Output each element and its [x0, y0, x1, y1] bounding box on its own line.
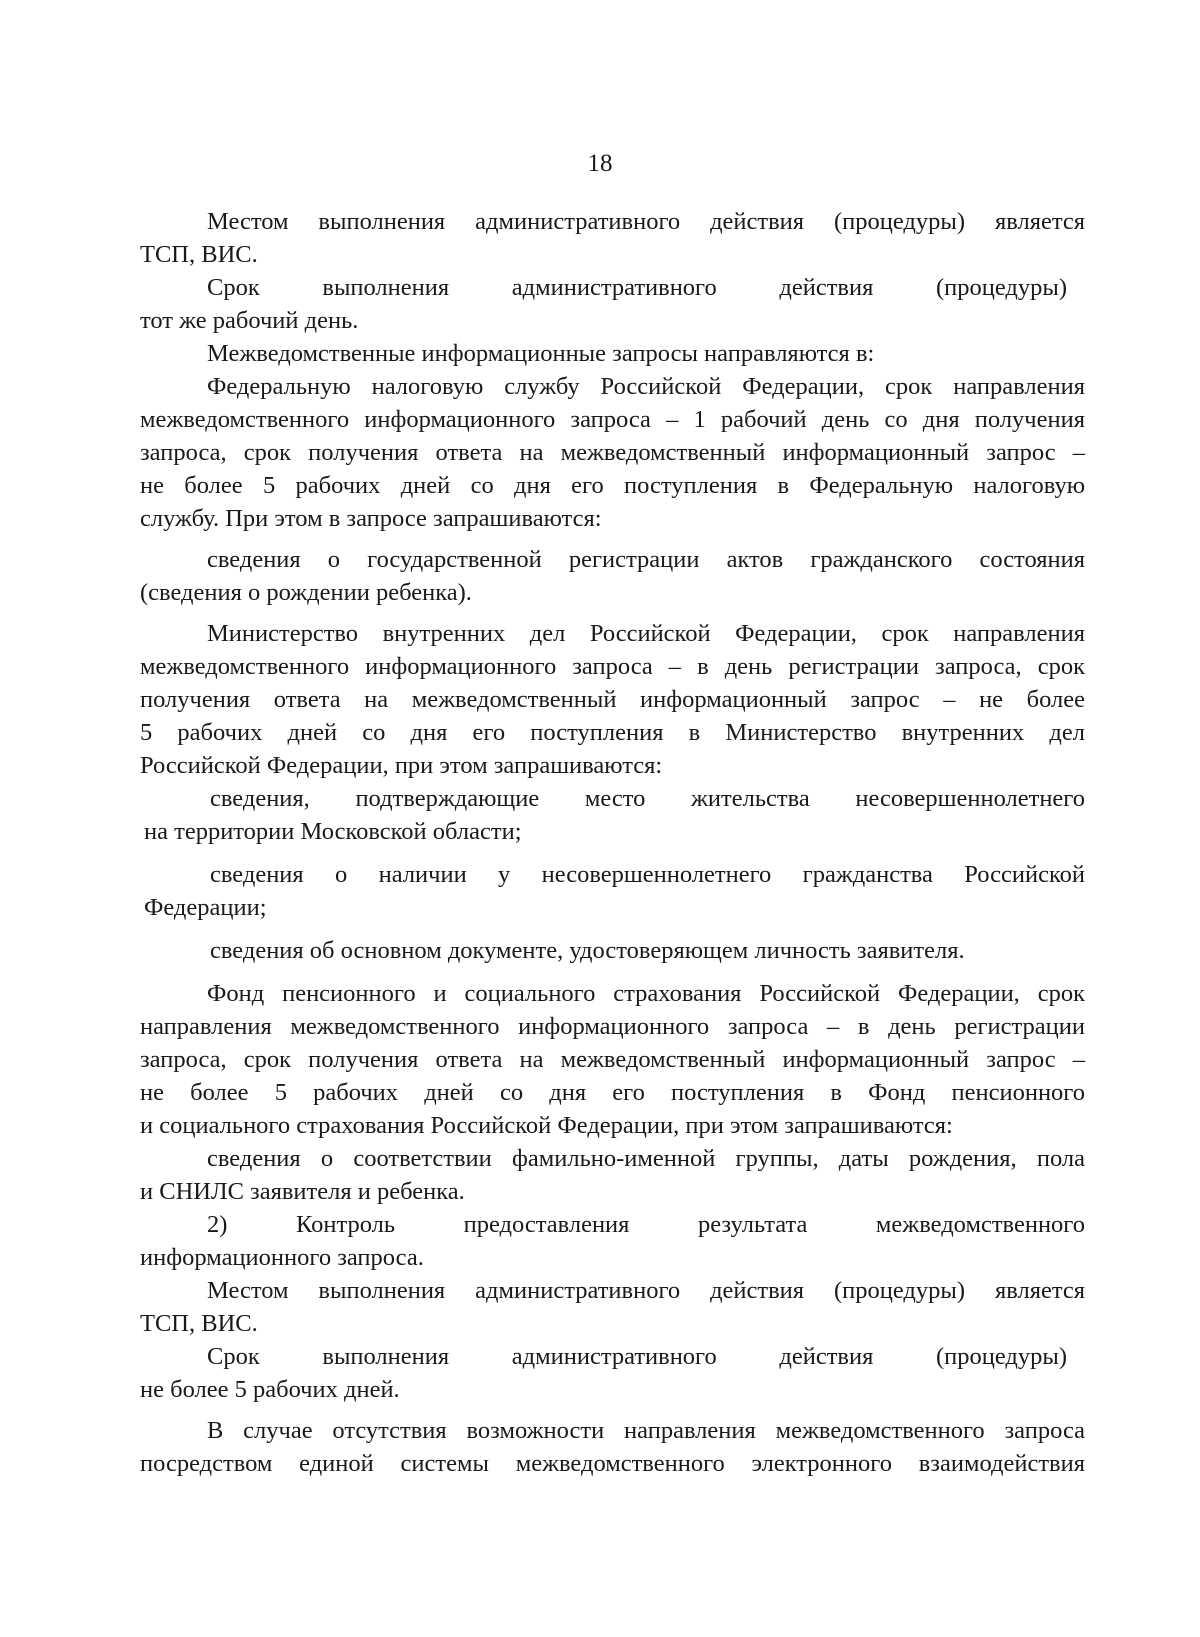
text-line: Министерство внутренних дел Российской Федерации, срок направления [207, 620, 1085, 647]
text-line: Срок выполнения административного действия (процедуры) [207, 1343, 1067, 1370]
text-line: (сведения о рождении ребенка). [140, 579, 472, 606]
text-line: службу. При этом в запросе запрашиваются: [140, 505, 602, 532]
text-line: сведения о государственной регистрации актов гражданского состояния [207, 546, 1085, 573]
text-line: посредством единой системы межведомственного электронного взаимодействия [140, 1450, 1085, 1477]
text-line: сведения о соответствии фамильно-именной группы, даты рождения, пола [207, 1145, 1085, 1172]
text-line: межведомственного информационного запроса – в день регистрации запроса, срок [140, 653, 1085, 680]
text-line: 5 рабочих дней со дня его поступления в Министерство внутренних дел [140, 719, 1085, 746]
text-line: получения ответа на межведомственный информационный запрос – не более [140, 686, 1085, 713]
text-line: ТСП, ВИС. [140, 241, 258, 268]
text-line: Фонд пенсионного и социального страхования Российской Федерации, срок [207, 980, 1085, 1007]
text-line: Срок выполнения административного действия (процедуры) [207, 274, 1067, 301]
text-line: Местом выполнения административного действия (процедуры) является [207, 1277, 1085, 1304]
text-line: Межведомственные информационные запросы направляются в: [207, 340, 875, 367]
text-line: сведения о наличии у несовершеннолетнего гражданства Российской [210, 861, 1085, 888]
document-body [140, 205, 1085, 1480]
text-line: не более 5 рабочих дней. [140, 1376, 400, 1403]
page-number: 18 [587, 150, 613, 177]
text-line: не более 5 рабочих дней со дня его поступления в Фонд пенсионного [140, 1079, 1085, 1106]
text-line: информационного запроса. [140, 1244, 424, 1271]
text-line: запроса, срок получения ответа на межведомственный информационный запрос – [140, 439, 1085, 466]
text-line: и СНИЛС заявителя и ребенка. [140, 1178, 465, 1205]
text-line: сведения об основном документе, удостоверяющем личность заявителя. [210, 937, 965, 964]
text-line: Федерации; [144, 894, 267, 921]
text-line: направления межведомственного информационного запроса – в день регистрации [140, 1013, 1085, 1040]
text-line: 2) Контроль предоставления результата межведомственного [207, 1211, 1085, 1238]
text-line: В случае отсутствия возможности направления межведомственного запроса [207, 1417, 1085, 1444]
text-line: Российской Федерации, при этом запрашиваются: [140, 752, 663, 779]
text-line: не более 5 рабочих дней со дня его поступления в Федеральную налоговую [140, 472, 1085, 499]
text-line: ТСП, ВИС. [140, 1310, 258, 1337]
text-line: на территории Московской области; [144, 818, 522, 845]
text-line: Местом выполнения административного действия (процедуры) является [207, 208, 1085, 235]
text-line: межведомственного информационного запроса – 1 рабочий день со дня получения [140, 406, 1085, 433]
text-line: запроса, срок получения ответа на межведомственный информационный запрос – [140, 1046, 1085, 1073]
text-line: тот же рабочий день. [140, 307, 359, 334]
text-line: сведения, подтверждающие место жительства несовершеннолетнего [210, 785, 1085, 812]
text-line: и социального страхования Российской Федерации, при этом запрашиваются: [140, 1112, 953, 1139]
text-line: Федеральную налоговую службу Российской Федерации, срок направления [207, 373, 1085, 400]
